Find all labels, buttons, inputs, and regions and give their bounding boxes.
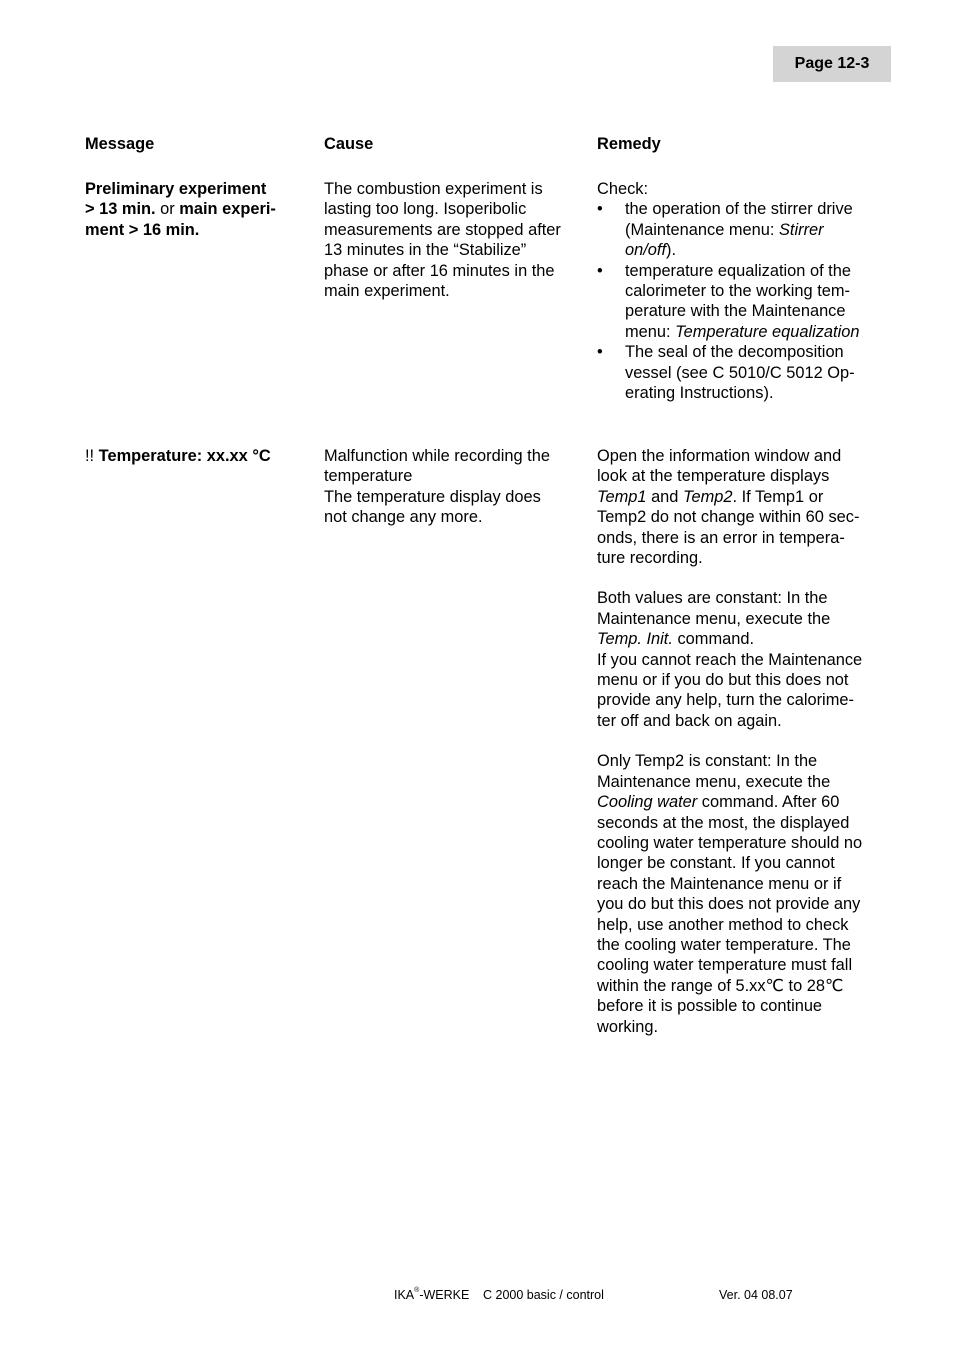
remedy-line: provide any help, turn the calorime- [597,691,854,710]
remedy-line: Maintenance menu, execute the [597,609,831,628]
registered-mark: ® [414,1287,420,1294]
remedy-line: within the range of 5.xx℃ to 28℃ [597,976,844,995]
row2-cause [324,446,586,528]
row2-cause-line: temperature [324,467,413,486]
row1-cause-line: The combustion experiment is [324,180,543,198]
header-remedy: Remedy [597,135,661,153]
row1-cause-line: measurements are stopped after [324,220,561,239]
remedy-paragraph-2 [597,588,897,731]
remedy-italic: Cooling water [597,793,698,812]
row2-cause-line: The temperature display does [324,487,541,506]
row1-cause-line: phase or after 16 minutes in the [324,261,555,280]
row1-cause-line: lasting too long. Isoperibolic [324,200,527,219]
remedy-line: Only Temp2 is constant: In the [597,752,818,771]
remedy-line: cooling water temperature should no [597,833,863,852]
row2-message [85,446,310,466]
header-cause: Cause [324,135,374,153]
bullet-icon: • [597,343,603,362]
remedy-italic: Temperature equalization [675,322,860,341]
row1-message-b4: ment > 16 min. [85,220,200,239]
remedy-line: . If Temp1 or [732,487,824,506]
remedy-line: you do but this does not provide any [597,895,861,914]
remedy-line: Open the information window and [597,447,842,465]
remedy-line: temperature equalization of the [625,261,851,280]
row1-cause-line: main experiment. [324,282,450,301]
remedy-line: cooling water temperature must fall [597,956,853,975]
remedy-line: reach the Maintenance menu or if [597,874,842,893]
footer-brand [394,1287,469,1303]
row1-message-b2: > 13 min. [85,200,156,219]
row1-remedy-intro: Check: [597,180,649,198]
footer-product: C 2000 basic / control [483,1288,604,1302]
remedy-line: longer be constant. If you cannot [597,854,835,873]
remedy-italic: on/off [625,241,667,260]
remedy-line: and [646,487,683,506]
remedy-line: ture recording. [597,549,703,568]
list-item [597,261,897,343]
footer-version: Ver. 04 08.07 [719,1288,793,1302]
row2-message-prefix: !! [85,447,99,465]
remedy-italic: Stirrer [778,220,824,239]
row1-cause-line: 13 minutes in the “Stabilize” [324,241,527,260]
remedy-italic: Temp1 [597,487,647,506]
row1-message-b1: Preliminary experiment [85,180,267,198]
list-item [597,342,897,403]
row2-cause-line: not change any more. [324,508,483,527]
footer-brand-suffix: -WERKE [419,1288,470,1302]
remedy-line: help, use another method to check [597,915,849,934]
bullet-icon: • [597,261,603,280]
remedy-line: command. [672,630,754,649]
list-item [597,199,897,260]
remedy-line: Temp2 do not change within 60 sec- [597,508,860,527]
remedy-line: working. [597,1017,659,1036]
bullet-icon: • [597,200,603,219]
row1-message-t1: or [155,200,180,219]
remedy-line: Both values are constant: In the [597,589,828,608]
remedy-line: seconds at the most, the displayed [597,813,850,832]
remedy-line: the operation of the stirrer drive [625,200,853,219]
remedy-line: menu or if you do but this does not [597,671,849,690]
header-message: Message [85,135,155,153]
remedy-line: the cooling water temperature. The [597,935,851,954]
remedy-line: Maintenance menu, execute the [597,772,831,791]
remedy-line: command. After 60 [697,793,840,812]
row1-remedy-list [597,199,897,403]
row1-message-b3: main experi- [179,200,276,219]
row2-remedy [597,446,897,1037]
remedy-line: menu: [625,322,676,341]
remedy-italic: Temp2 [682,487,733,506]
remedy-line: calorimeter to the working tem- [625,282,850,301]
row1-remedy [597,179,897,403]
remedy-line: The seal of the decomposition [625,343,844,362]
remedy-line: (Maintenance menu: [625,220,779,239]
remedy-line: before it is possible to continue [597,997,823,1016]
remedy-paragraph-1 [597,446,897,568]
remedy-line: If you cannot reach the Maintenance [597,650,863,669]
remedy-line: onds, there is an error in tempera- [597,528,845,547]
row2-cause-line: Malfunction while recording the [324,447,550,465]
remedy-line: erating Instructions). [625,384,774,403]
remedy-paragraph-3 [597,751,897,1037]
remedy-line: vessel (see C 5010/C 5012 Op- [625,363,855,382]
remedy-line: ter off and back on again. [597,711,782,730]
row2-message-bold: Temperature: xx.xx °C [98,447,271,465]
row1-message [85,179,310,240]
row1-cause [324,179,586,301]
remedy-italic: Temp. Init. [597,630,673,649]
remedy-line: look at the temperature displays [597,467,830,486]
remedy-line: ). [666,241,677,260]
footer-brand-name: IKA [394,1288,415,1302]
page-number-badge: Page 12-3 [773,46,891,82]
remedy-line: perature with the Maintenance [625,302,846,321]
